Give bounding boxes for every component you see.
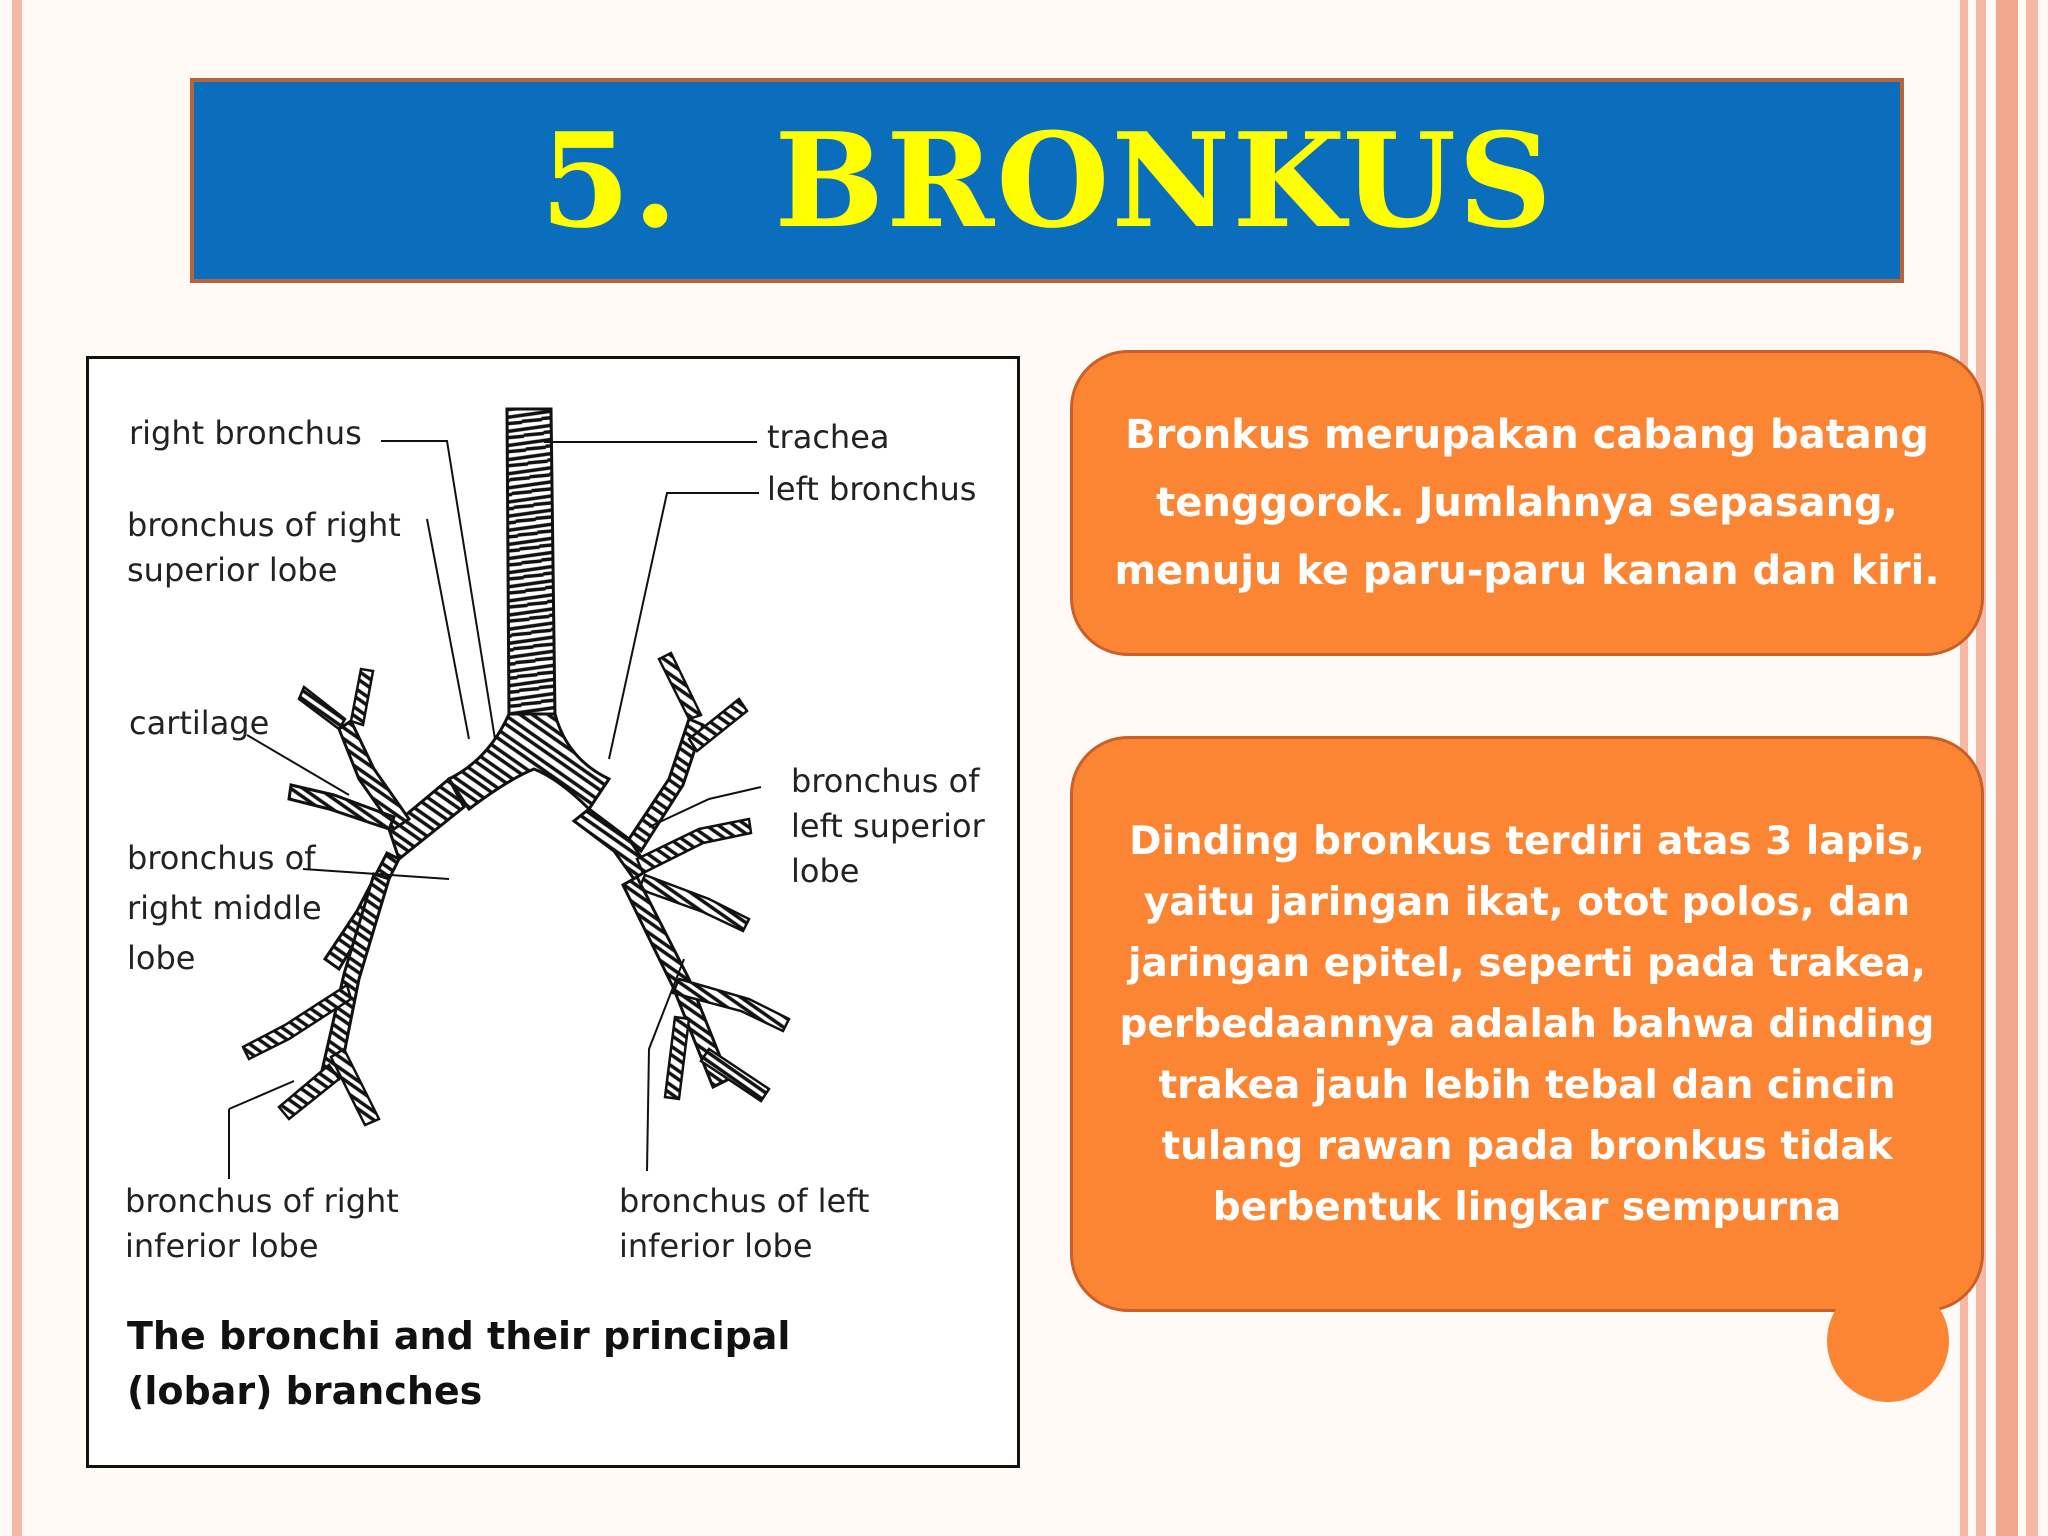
label-bronchus-right-superior: bronchus of right superior lobe: [127, 506, 401, 589]
left-inferior-sub-2: [665, 1017, 689, 1099]
bronchi-figure: [86, 356, 1020, 1468]
right-inferior-sub-2: [279, 1065, 339, 1119]
right-border-stripe-3: [1996, 0, 2018, 1536]
right-superior-tip-2: [351, 669, 373, 725]
label-bronchus-right-middle: bronchus of right middle lobe: [127, 839, 322, 977]
left-border-stripe: [12, 0, 22, 1536]
slide-title: 5. BRONKUS: [540, 104, 1554, 257]
left-superior-tip-1: [659, 653, 701, 719]
info-box-definition: [1070, 350, 1984, 656]
label-bronchus-right-inferior: bronchus of right inferior lobe: [125, 1182, 399, 1265]
info-box-wall-structure: [1070, 736, 1984, 1312]
right-inferior-sub-3: [331, 1049, 379, 1125]
trachea-shape: [507, 409, 555, 719]
right-border-stripe-4: [2026, 0, 2038, 1536]
label-cartilage: cartilage: [129, 704, 270, 742]
label-left-bronchus: left bronchus: [767, 470, 977, 508]
figure-caption: The bronchi and their principal (lobar) branches: [127, 1314, 791, 1413]
label-trachea: trachea: [767, 418, 890, 456]
right-inferior-branch: [321, 874, 389, 1079]
decorative-circle: [1827, 1280, 1949, 1402]
label-bronchus-left-inferior: bronchus of left inferior lobe: [619, 1182, 870, 1265]
right-superior-tip-1: [299, 687, 345, 729]
info-box-definition-text: Bronkus merupakan cabang batang tenggorok. Jumlahnya sepasang, menuju ke paru-paru kanan dan kiri.: [1114, 412, 1940, 594]
info-box-wall-structure-text: Dinding bronkus terdiri atas 3 lapis, yaitu jaringan ikat, otot polos, dan jaringan epitel, seperti pada trakea, perbedaannya adalah bahwa dinding trakea jauh lebih tebal dan cincin tulang rawan pada bronkus tidak berbentuk lingkar sempurna: [1119, 818, 1935, 1230]
carina-shape: [449, 714, 609, 809]
title-bar: [190, 78, 1904, 283]
label-right-bronchus: right bronchus: [129, 414, 362, 452]
label-bronchus-left-superior: bronchus of left superior lobe: [791, 762, 985, 890]
